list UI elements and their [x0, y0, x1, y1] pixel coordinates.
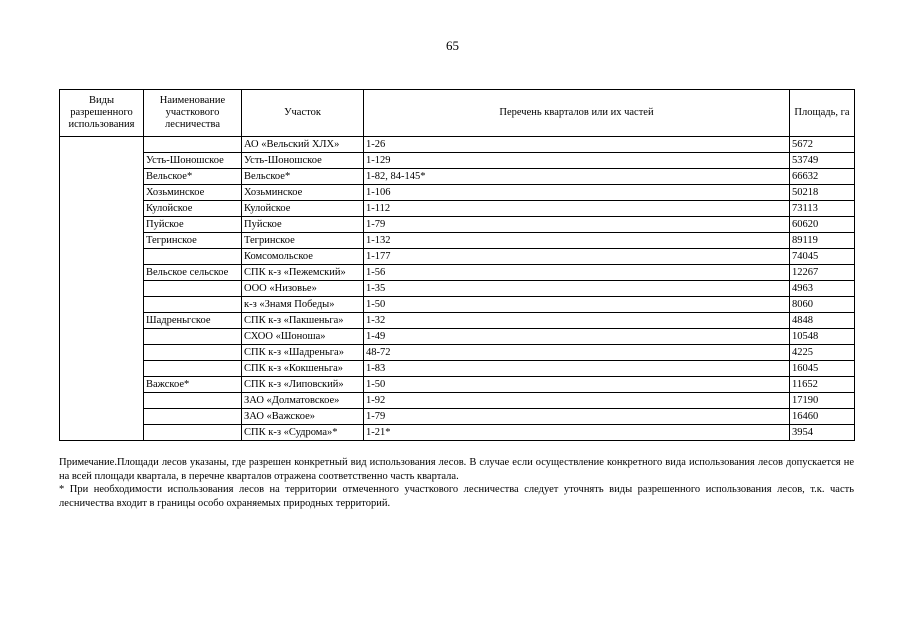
cell-quarters: 1-129 — [364, 153, 790, 169]
cell-forestry — [144, 345, 242, 361]
note-paragraph: Примечание.Площади лесов указаны, где разрешен конкретный вид использования лесов. В случае если осуществление конкретного вида использования лесов допускается не на всей площади квартала, в перечне кварталов отражена соответственно часть квартала. — [59, 457, 854, 482]
cell-plot: Вельское* — [242, 169, 364, 185]
cell-plot: Усть-Шоношское — [242, 153, 364, 169]
cell-forestry — [144, 409, 242, 425]
cell-quarters: 1-82, 84-145* — [364, 169, 790, 185]
header-forestry: Наименование участкового лесничества — [144, 90, 242, 137]
cell-area: 4225 — [790, 345, 855, 361]
cell-area: 50218 — [790, 185, 855, 201]
cell-forestry — [144, 393, 242, 409]
table-row — [60, 345, 855, 361]
table-row — [60, 393, 855, 409]
header-area: Площадь, га — [790, 90, 855, 137]
cell-area: 16460 — [790, 409, 855, 425]
table-header-row — [60, 90, 855, 137]
cell-area: 12267 — [790, 265, 855, 281]
cell-area: 4848 — [790, 313, 855, 329]
cell-quarters: 1-21* — [364, 425, 790, 441]
table-row — [60, 313, 855, 329]
cell-plot: СПК к-з «Кокшеньга» — [242, 361, 364, 377]
cell-plot: Комсомольское — [242, 249, 364, 265]
table-row — [60, 361, 855, 377]
cell-quarters: 1-112 — [364, 201, 790, 217]
cell-forestry — [144, 281, 242, 297]
table-row — [60, 201, 855, 217]
cell-forestry — [144, 329, 242, 345]
cell-plot: СПК к-з «Пакшеньга» — [242, 313, 364, 329]
cell-plot: СПК к-з «Липовский» — [242, 377, 364, 393]
cell-area: 3954 — [790, 425, 855, 441]
cell-plot: СПК к-з «Шадреньга» — [242, 345, 364, 361]
table-row — [60, 185, 855, 201]
cell-area: 66632 — [790, 169, 855, 185]
table-row — [60, 281, 855, 297]
cell-plot: ЗАО «Важское» — [242, 409, 364, 425]
cell-forestry: Пуйское — [144, 217, 242, 233]
cell-area: 60620 — [790, 217, 855, 233]
table-note — [59, 456, 854, 510]
cell-quarters: 1-32 — [364, 313, 790, 329]
table-row — [60, 329, 855, 345]
table-row — [60, 169, 855, 185]
cell-quarters: 1-49 — [364, 329, 790, 345]
cell-forestry — [144, 425, 242, 441]
cell-quarters: 1-79 — [364, 409, 790, 425]
cell-plot: Пуйское — [242, 217, 364, 233]
cell-quarters: 1-83 — [364, 361, 790, 377]
note-footnote: * При необходимости использования лесов на территории отмеченного участкового лесничества следует уточнять виды разрешенного использования лесов, т.к. часть лесничества входит в границы особо охраняемых природных территорий. — [59, 484, 854, 509]
forest-use-table — [59, 89, 855, 441]
cell-plot: Тегринское — [242, 233, 364, 249]
cell-forestry: Кулойское — [144, 201, 242, 217]
cell-quarters: 1-56 — [364, 265, 790, 281]
cell-plot: СПК к-з «Пежемский» — [242, 265, 364, 281]
cell-quarters: 1-92 — [364, 393, 790, 409]
cell-plot: ООО «Низовье» — [242, 281, 364, 297]
cell-area: 17190 — [790, 393, 855, 409]
cell-quarters: 48-72 — [364, 345, 790, 361]
cell-area: 5672 — [790, 137, 855, 153]
cell-forestry — [144, 249, 242, 265]
cell-forestry: Тегринское — [144, 233, 242, 249]
cell-area: 10548 — [790, 329, 855, 345]
cell-forestry: Важское* — [144, 377, 242, 393]
header-quarters: Перечень кварталов или их частей — [364, 90, 790, 137]
cell-forestry: Хозьминское — [144, 185, 242, 201]
header-use-type: Виды разрешенного использования — [60, 90, 144, 137]
cell-forestry — [144, 361, 242, 377]
header-plot: Участок — [242, 90, 364, 137]
cell-quarters: 1-50 — [364, 297, 790, 313]
cell-quarters: 1-50 — [364, 377, 790, 393]
cell-plot: Кулойское — [242, 201, 364, 217]
cell-area: 4963 — [790, 281, 855, 297]
page-number: 65 — [446, 38, 459, 53]
cell-plot: Хозьминское — [242, 185, 364, 201]
cell-forestry: Вельское* — [144, 169, 242, 185]
table-row — [60, 217, 855, 233]
table-row — [60, 249, 855, 265]
cell-quarters: 1-26 — [364, 137, 790, 153]
cell-area: 11652 — [790, 377, 855, 393]
cell-forestry: Вельское сельское — [144, 265, 242, 281]
cell-quarters: 1-177 — [364, 249, 790, 265]
table-row — [60, 425, 855, 441]
table-row — [60, 377, 855, 393]
cell-area: 53749 — [790, 153, 855, 169]
table-body — [60, 137, 855, 441]
table-row — [60, 265, 855, 281]
cell-plot: СХОО «Шоноша» — [242, 329, 364, 345]
cell-forestry — [144, 137, 242, 153]
cell-quarters: 1-35 — [364, 281, 790, 297]
cell-area: 8060 — [790, 297, 855, 313]
cell-plot: ЗАО «Долматовское» — [242, 393, 364, 409]
cell-plot: АО «Вельский ХЛХ» — [242, 137, 364, 153]
cell-forestry: Усть-Шоношское — [144, 153, 242, 169]
cell-use-type — [60, 137, 144, 441]
cell-quarters: 1-79 — [364, 217, 790, 233]
cell-plot: к-з «Знамя Победы» — [242, 297, 364, 313]
table-row — [60, 297, 855, 313]
cell-area: 73113 — [790, 201, 855, 217]
cell-quarters: 1-132 — [364, 233, 790, 249]
cell-forestry: Шадреньгское — [144, 313, 242, 329]
table-row — [60, 233, 855, 249]
cell-forestry — [144, 297, 242, 313]
cell-area: 16045 — [790, 361, 855, 377]
cell-plot: СПК к-з «Судрома»* — [242, 425, 364, 441]
table-row — [60, 153, 855, 169]
cell-area: 89119 — [790, 233, 855, 249]
cell-quarters: 1-106 — [364, 185, 790, 201]
table-row — [60, 137, 855, 153]
table-row — [60, 409, 855, 425]
cell-area: 74045 — [790, 249, 855, 265]
